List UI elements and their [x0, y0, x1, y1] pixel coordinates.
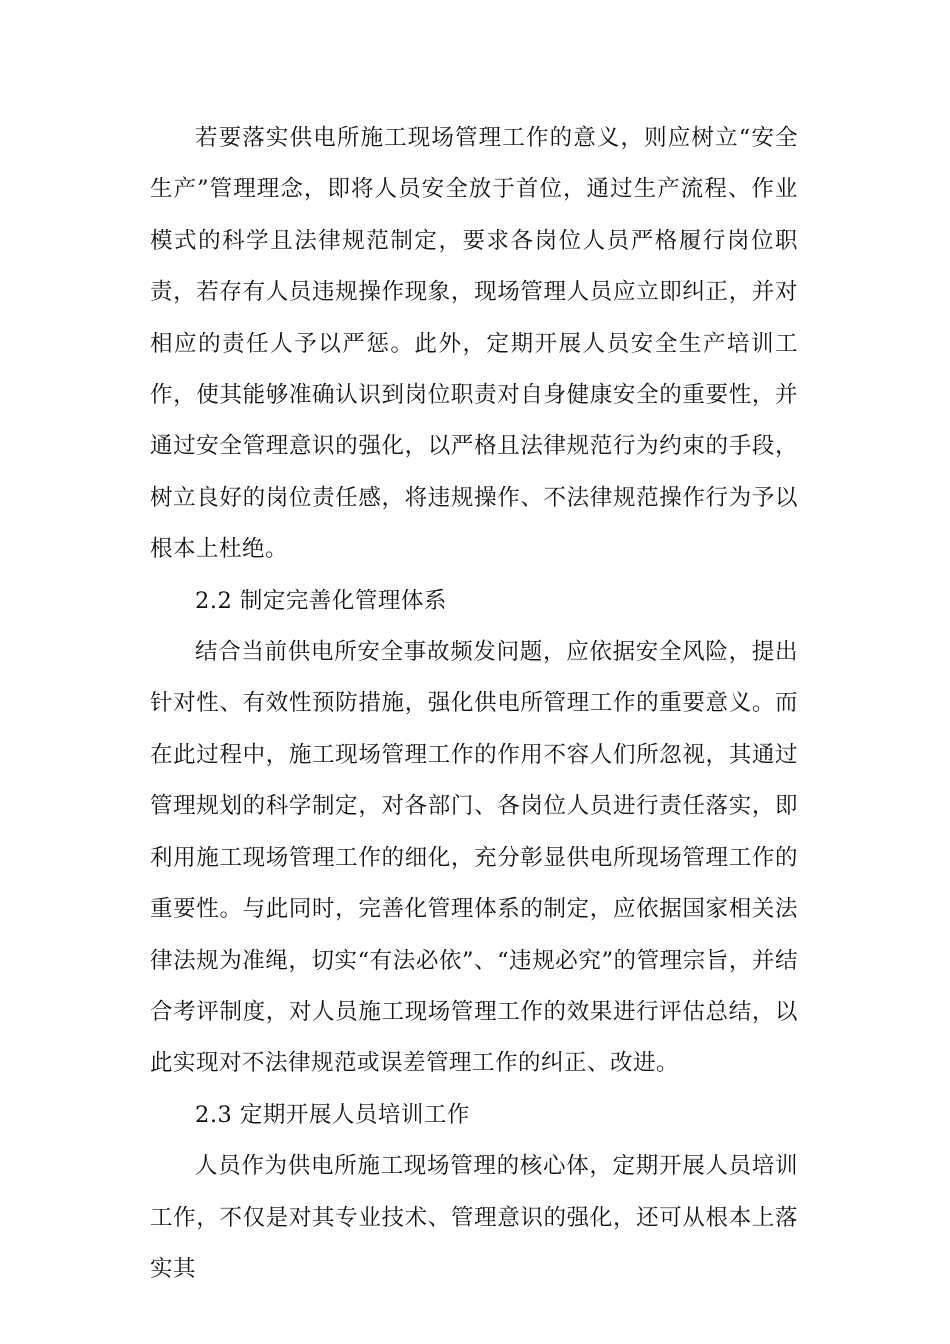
document-body	[150, 113, 798, 1295]
section-heading-2-2: 2.2 制定完善化管理体系	[195, 587, 447, 614]
paragraph-management-system: 结合当前供电所安全事故频发问题，应依据安全风险，提出针对性、有效性预防措施，强化供电所管理工作的重要意义。而在此过程中，施工现场管理工作的作用不容人们所忽视，其通过管理规划的科学制定，对各部门、各岗位人员进行责任落实，即利用施工现场管理工作的细化，充分彰显供电所现场管理工作的重要性。与此同时，完善化管理体系的制定，应依据国家相关法律法规为准绳，切实“有法必依”、“违规必究”的管理宗旨，并结合考评制度，对人员施工现场管理工作的效果进行评估总结，以此实现对不法律规范或误差管理工作的纠正、改进。	[150, 639, 798, 1077]
paragraph-safety-concept: 若要落实供电所施工现场管理工作的意义，则应树立“安全生产”管理理念，即将人员安全放于首位，通过生产流程、作业模式的科学且法律规范制定，要求各岗位人员严格履行岗位职责，若存有人员违规操作现象，现场管理人员应立即纠正，并对相应的责任人予以严惩。此外，定期开展人员安全生产培训工作，使其能够准确认识到岗位职责对自身健康安全的重要性，并通过安全管理意识的强化，以严格且法律规范行为约束的手段，树立良好的岗位责任感，将违规操作、不法律规范操作行为予以根本上杜绝。	[150, 125, 798, 563]
section-heading-2-3: 2.3 定期开展人员培训工作	[195, 1101, 470, 1128]
paragraph-staff-training: 人员作为供电所施工现场管理的核心体，定期开展人员培训工作，不仅是对其专业技术、管理意识的强化，还可从根本上落实其	[150, 1153, 798, 1282]
